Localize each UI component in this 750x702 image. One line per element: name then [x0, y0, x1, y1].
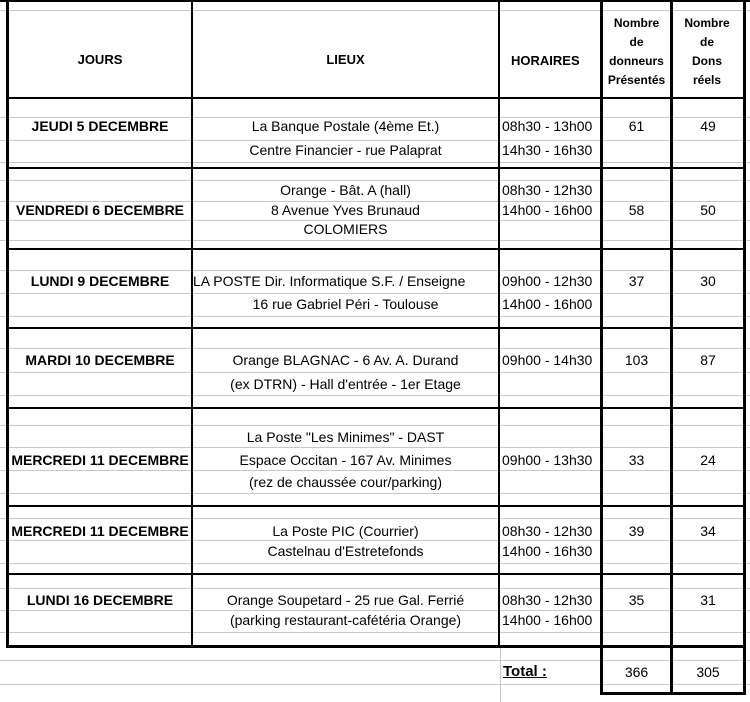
- row-lieu-line: COLOMIERS: [303, 221, 388, 237]
- header-dons-line: Nombre: [684, 16, 730, 30]
- row-jour: MARDI 10 DECEMBRE: [25, 352, 175, 368]
- gridline: [0, 372, 750, 373]
- row-lieu-line: Orange - Bât. A (hall): [280, 182, 411, 198]
- gridline: [0, 563, 750, 564]
- row-donneurs: 33: [628, 452, 645, 468]
- row-jour: LUNDI 16 DECEMBRE: [26, 592, 174, 608]
- gridline: [0, 162, 750, 163]
- row-horaire: 08h30 - 12h30: [502, 523, 593, 539]
- row-dons: 50: [700, 202, 716, 218]
- table-border: [6, 573, 746, 575]
- row-horaire: 14h30 - 16h30: [502, 142, 593, 158]
- row-horaire: 14h00 - 16h00: [502, 202, 593, 218]
- row-jour: LUNDI 9 DECEMBRE: [30, 273, 170, 289]
- row-lieu-line: LA POSTE Dir. Informatique S.F. / Enseigne: [193, 273, 466, 289]
- gridline: [500, 648, 501, 702]
- header-lieux: LIEUX: [326, 52, 365, 67]
- table-border: [0, 0, 750, 2]
- header-dons-line: de: [699, 35, 714, 49]
- gridline: [0, 470, 750, 471]
- gridline: [0, 10, 750, 11]
- row-lieu-line: La Banque Postale (4ème Et.): [251, 118, 440, 134]
- row-horaire: 14h00 - 16h00: [502, 296, 593, 312]
- row-horaire: 14h00 - 16h00: [502, 612, 593, 628]
- row-lieu-line: 8 Avenue Yves Brunaud: [271, 202, 420, 218]
- header-donneurs-line: Nombre: [613, 16, 660, 30]
- header-horaires: HORAIRES: [511, 53, 580, 68]
- table-border: [6, 645, 746, 648]
- row-horaire: 14h00 - 16h30: [502, 543, 593, 559]
- row-jour: VENDREDI 6 DECEMBRE: [15, 202, 185, 218]
- row-lieu-line: Orange Soupetard - 25 rue Gal. Ferrié: [226, 592, 465, 608]
- header-jours: JOURS: [77, 52, 123, 67]
- header-donneurs-line: Présentés: [607, 73, 666, 87]
- gridline: [0, 447, 750, 448]
- row-horaire: 09h00 - 12h30: [502, 273, 593, 289]
- row-donneurs: 58: [628, 202, 645, 218]
- row-lieu-line: (ex DTRN) - Hall d'entrée - 1er Etage: [230, 376, 461, 392]
- row-donneurs: 37: [628, 273, 645, 289]
- table-border: [498, 0, 500, 648]
- row-donneurs: 103: [624, 352, 649, 368]
- row-donneurs: 61: [628, 118, 645, 134]
- gridline: [0, 684, 750, 685]
- total-label: Total :: [503, 663, 547, 680]
- table-border: [743, 0, 746, 695]
- gridline: [0, 316, 750, 317]
- total-donneurs: 366: [624, 664, 649, 680]
- table-border: [6, 248, 746, 250]
- row-jour: MERCREDI 11 DECEMBRE: [11, 452, 189, 468]
- header-donneurs-line: de: [629, 35, 644, 49]
- row-dons: 24: [700, 452, 716, 468]
- gridline: [0, 493, 750, 494]
- row-donneurs: 35: [628, 592, 645, 608]
- table-border: [6, 505, 746, 507]
- table-border: [6, 327, 746, 329]
- row-donneurs: 39: [628, 523, 645, 539]
- gridline: [0, 395, 750, 396]
- row-dons: 30: [700, 273, 716, 289]
- row-lieu-line: Castelnau d'Estretefonds: [267, 543, 424, 559]
- table-border: [600, 692, 746, 695]
- table-border: [6, 97, 746, 99]
- row-jour: JEUDI 5 DECEMBRE: [31, 118, 169, 134]
- header-donneurs-line: donneurs: [609, 54, 664, 68]
- gridline: [0, 425, 750, 426]
- row-dons: 31: [700, 592, 716, 608]
- table-border: [6, 0, 9, 648]
- row-lieu-line: La Poste "Les Minimes" - DAST: [246, 429, 445, 445]
- row-lieu-line: Orange BLAGNAC - 6 Av. A. Durand: [232, 352, 459, 368]
- header-dons-line: réels: [692, 73, 722, 87]
- header-dons-line: Dons: [692, 54, 722, 68]
- row-jour: MERCREDI 11 DECEMBRE: [11, 523, 189, 539]
- gridline: [0, 660, 750, 661]
- row-lieu-line: 16 rue Gabriel Péri - Toulouse: [252, 296, 439, 312]
- row-horaire: 08h30 - 12h30: [502, 182, 593, 198]
- table-border: [6, 407, 746, 409]
- row-horaire: 09h00 - 14h30: [502, 352, 593, 368]
- total-dons: 305: [696, 664, 720, 680]
- row-lieu-line: Espace Occitan - 167 Av. Minimes: [239, 452, 452, 468]
- gridline: [0, 588, 750, 589]
- table-border: [6, 167, 746, 169]
- row-lieu-line: Centre Financier - rue Palaprat: [249, 142, 442, 158]
- row-dons: 49: [700, 118, 716, 134]
- gridline: [0, 518, 750, 519]
- row-lieu-line: (parking restaurant-cafétéria Orange): [229, 612, 462, 628]
- row-dons: 87: [700, 352, 716, 368]
- gridline: [0, 240, 750, 241]
- row-lieu-line: La Poste PIC (Courrier): [272, 523, 419, 539]
- row-horaire: 08h30 - 13h00: [502, 118, 593, 134]
- row-horaire: 08h30 - 12h30: [502, 592, 593, 608]
- row-lieu-line: (rez de chaussée cour/parking): [249, 474, 442, 490]
- row-horaire: 09h00 - 13h30: [502, 452, 593, 468]
- row-dons: 34: [700, 523, 716, 539]
- gridline: [0, 348, 750, 349]
- gridline: [0, 632, 750, 633]
